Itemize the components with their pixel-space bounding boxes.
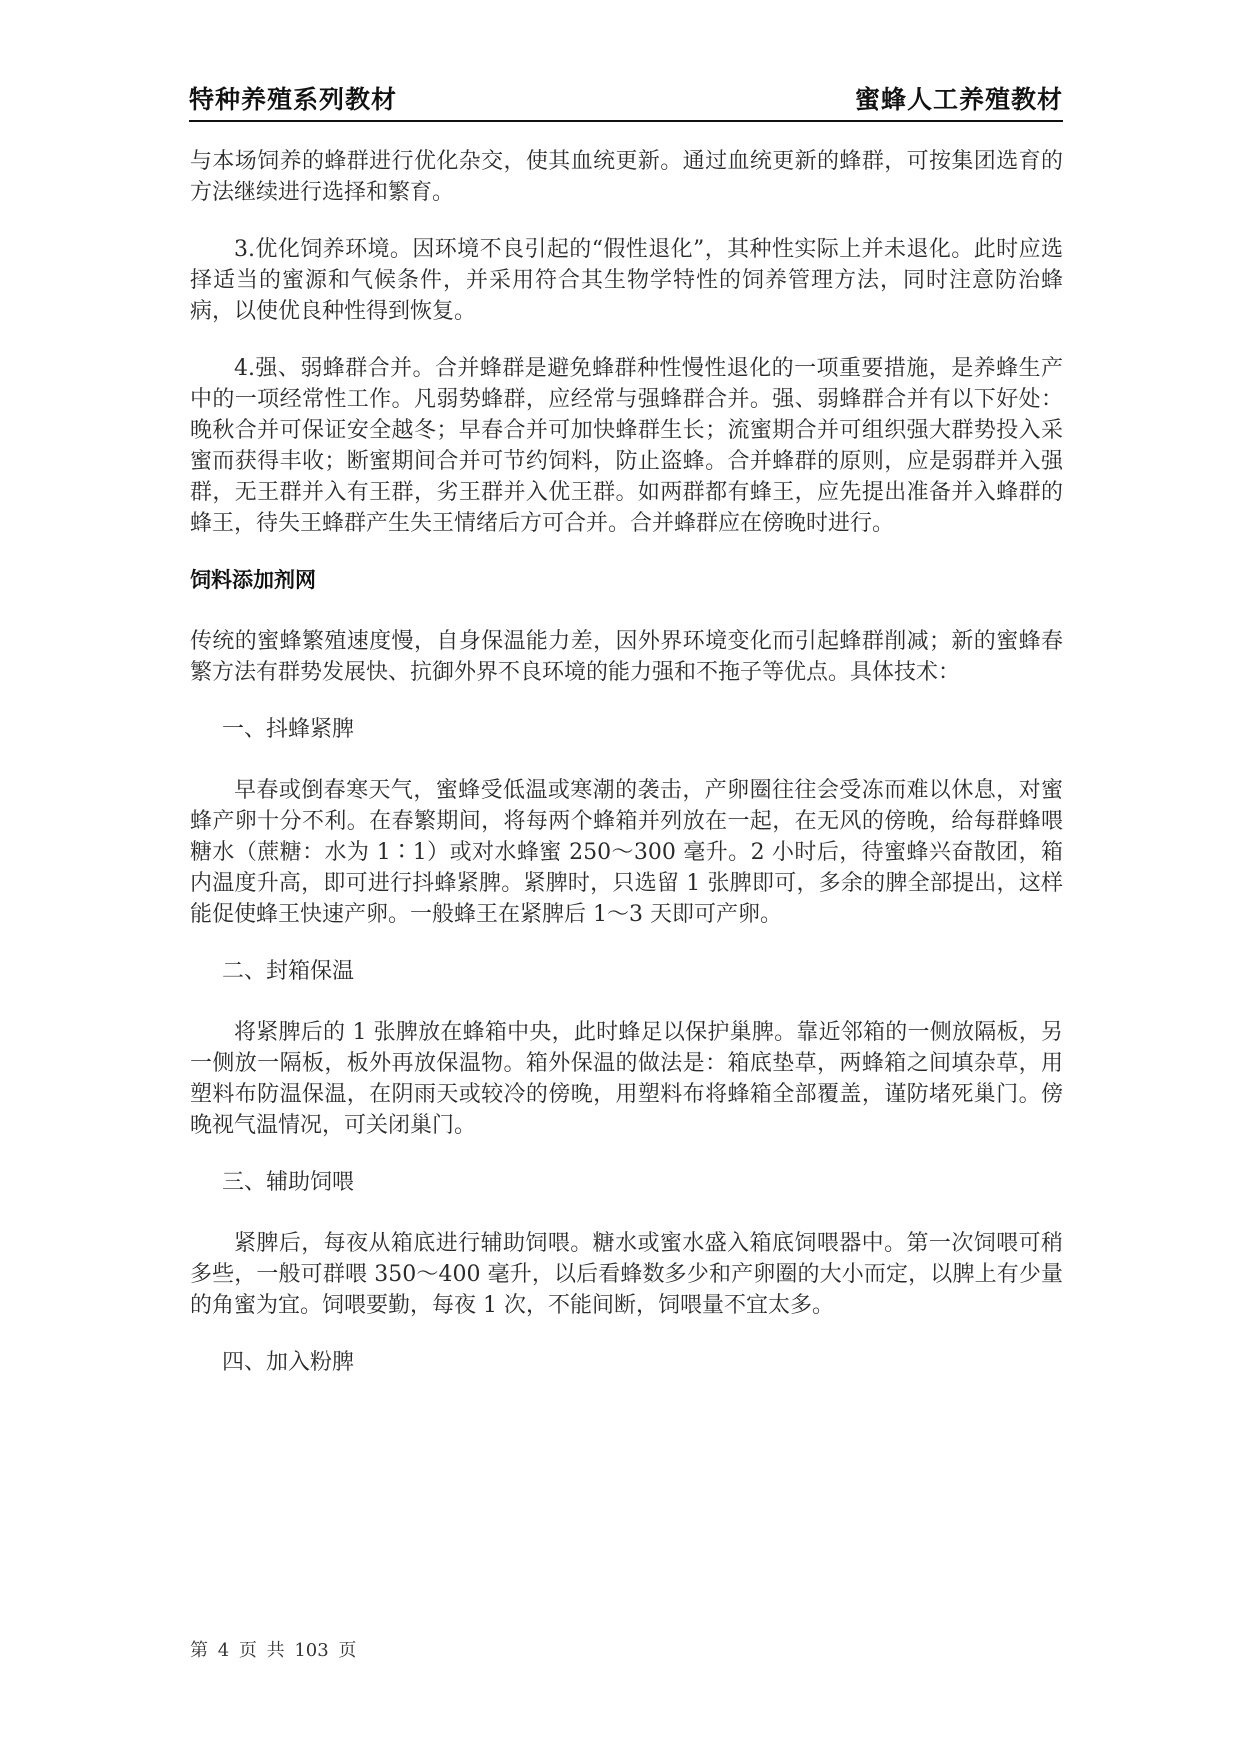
- subheading-2: 二、封箱保温: [222, 959, 355, 984]
- subheading-4: 四、加入粉脾: [222, 1350, 355, 1375]
- subsection-2-body: 将紧脾后的 1 张脾放在蜂箱中央，此时蜂足以保护巢脾。靠近邻箱的一侧放隔板，另一侧放一隔板，板外再放保温物。箱外保温的做法是：箱底垫草，两蜂箱之间填杂草，用塑料布防温保温，在阴雨天或较冷的傍晚，用塑料布将蜂箱全部覆盖，谨防堵死巢门。傍晚视气温情况，可关闭巢门。: [190, 1020, 1063, 1138]
- paragraph-item-3: 3.优化饲养环境。因环境不良引起的“假性退化”，其种性实际上并未退化。此时应选择适当的蜜源和气候条件，并采用符合其生物学特性的饲养管理方法，同时注意防治蜂病，以使优良种性得到恢复。: [190, 237, 1063, 324]
- subheading-3: 三、辅助饲喂: [222, 1170, 355, 1195]
- subsection-3-body: 紧脾后，每夜从箱底进行辅助饲喂。糖水或蜜水盛入箱底饲喂器中。第一次饲喂可稍多些，一般可群喂 350～400 毫升，以后看蜂数多少和产卵圈的大小而定，以脾上有少量的角蜜为宜。饲喂要勤，每夜 1 次，不能间断，饲喂量不宜太多。: [190, 1231, 1063, 1318]
- page-content: [190, 146, 1063, 1408]
- section-title: 饲料添加剂网: [190, 568, 316, 592]
- paragraph-item-4: 4.强、弱蜂群合并。合并蜂群是避免蜂群种性慢性退化的一项重要措施，是养蜂生产中的一项经常性工作。凡弱势蜂群，应经常与强蜂群合并。强、弱蜂群合并有以下好处：晚秋合并可保证安全越冬；早春合并可加快蜂群生长；流蜜期合并可组织强大群势投入采蜜而获得丰收；断蜜期间合并可节约饲料，防止盗蜂。合并蜂群的原则，应是弱群并入强群，无王群并入有王群，劣王群并入优王群。如两群都有蜂王，应先提出准备并入蜂群的蜂王，待失王蜂群产生失王情绪后方可合并。合并蜂群应在傍晚时进行。: [190, 356, 1063, 536]
- header-series-title: 特种养殖系列教材: [189, 85, 398, 114]
- header-book-title: 蜜蜂人工养殖教材: [854, 85, 1063, 114]
- subheading-1: 一、抖蜂紧脾: [222, 717, 355, 742]
- intro-paragraph: 传统的蜜蜂繁殖速度慢，自身保温能力差，因外界环境变化而引起蜂群削减；新的蜜蜂春繁方法有群势发展快、抗御外界不良环境的能力强和不拖子等优点。具体技术：: [190, 629, 1063, 685]
- subsection-1-body: 早春或倒春寒天气，蜜蜂受低温或寒潮的袭击，产卵圈往往会受冻而难以休息，对蜜蜂产卵十分不利。在春繁期间，将每两个蜂箱并列放在一起，在无风的傍晚，给每群蜂喂糖水（蔗糖：水为 1∶1）或对水蜂蜜 250～300 毫升。2 小时后，待蜜蜂兴奋散团，箱内温度升高，即可进行抖蜂紧脾。紧脾时，只选留 1 张脾即可，多余的脾全部提出，这样能促使蜂王快速产卵。一般蜂王在紧脾后 1～3 天即可产卵。: [190, 778, 1063, 927]
- paragraph-continued: 与本场饲养的蜂群进行优化杂交，使其血统更新。通过血统更新的蜂群，可按集团选育的方法继续进行选择和繁育。: [190, 149, 1063, 205]
- page-number: 第 4 页 共 103 页: [190, 1640, 357, 1661]
- page-header: [189, 82, 1063, 122]
